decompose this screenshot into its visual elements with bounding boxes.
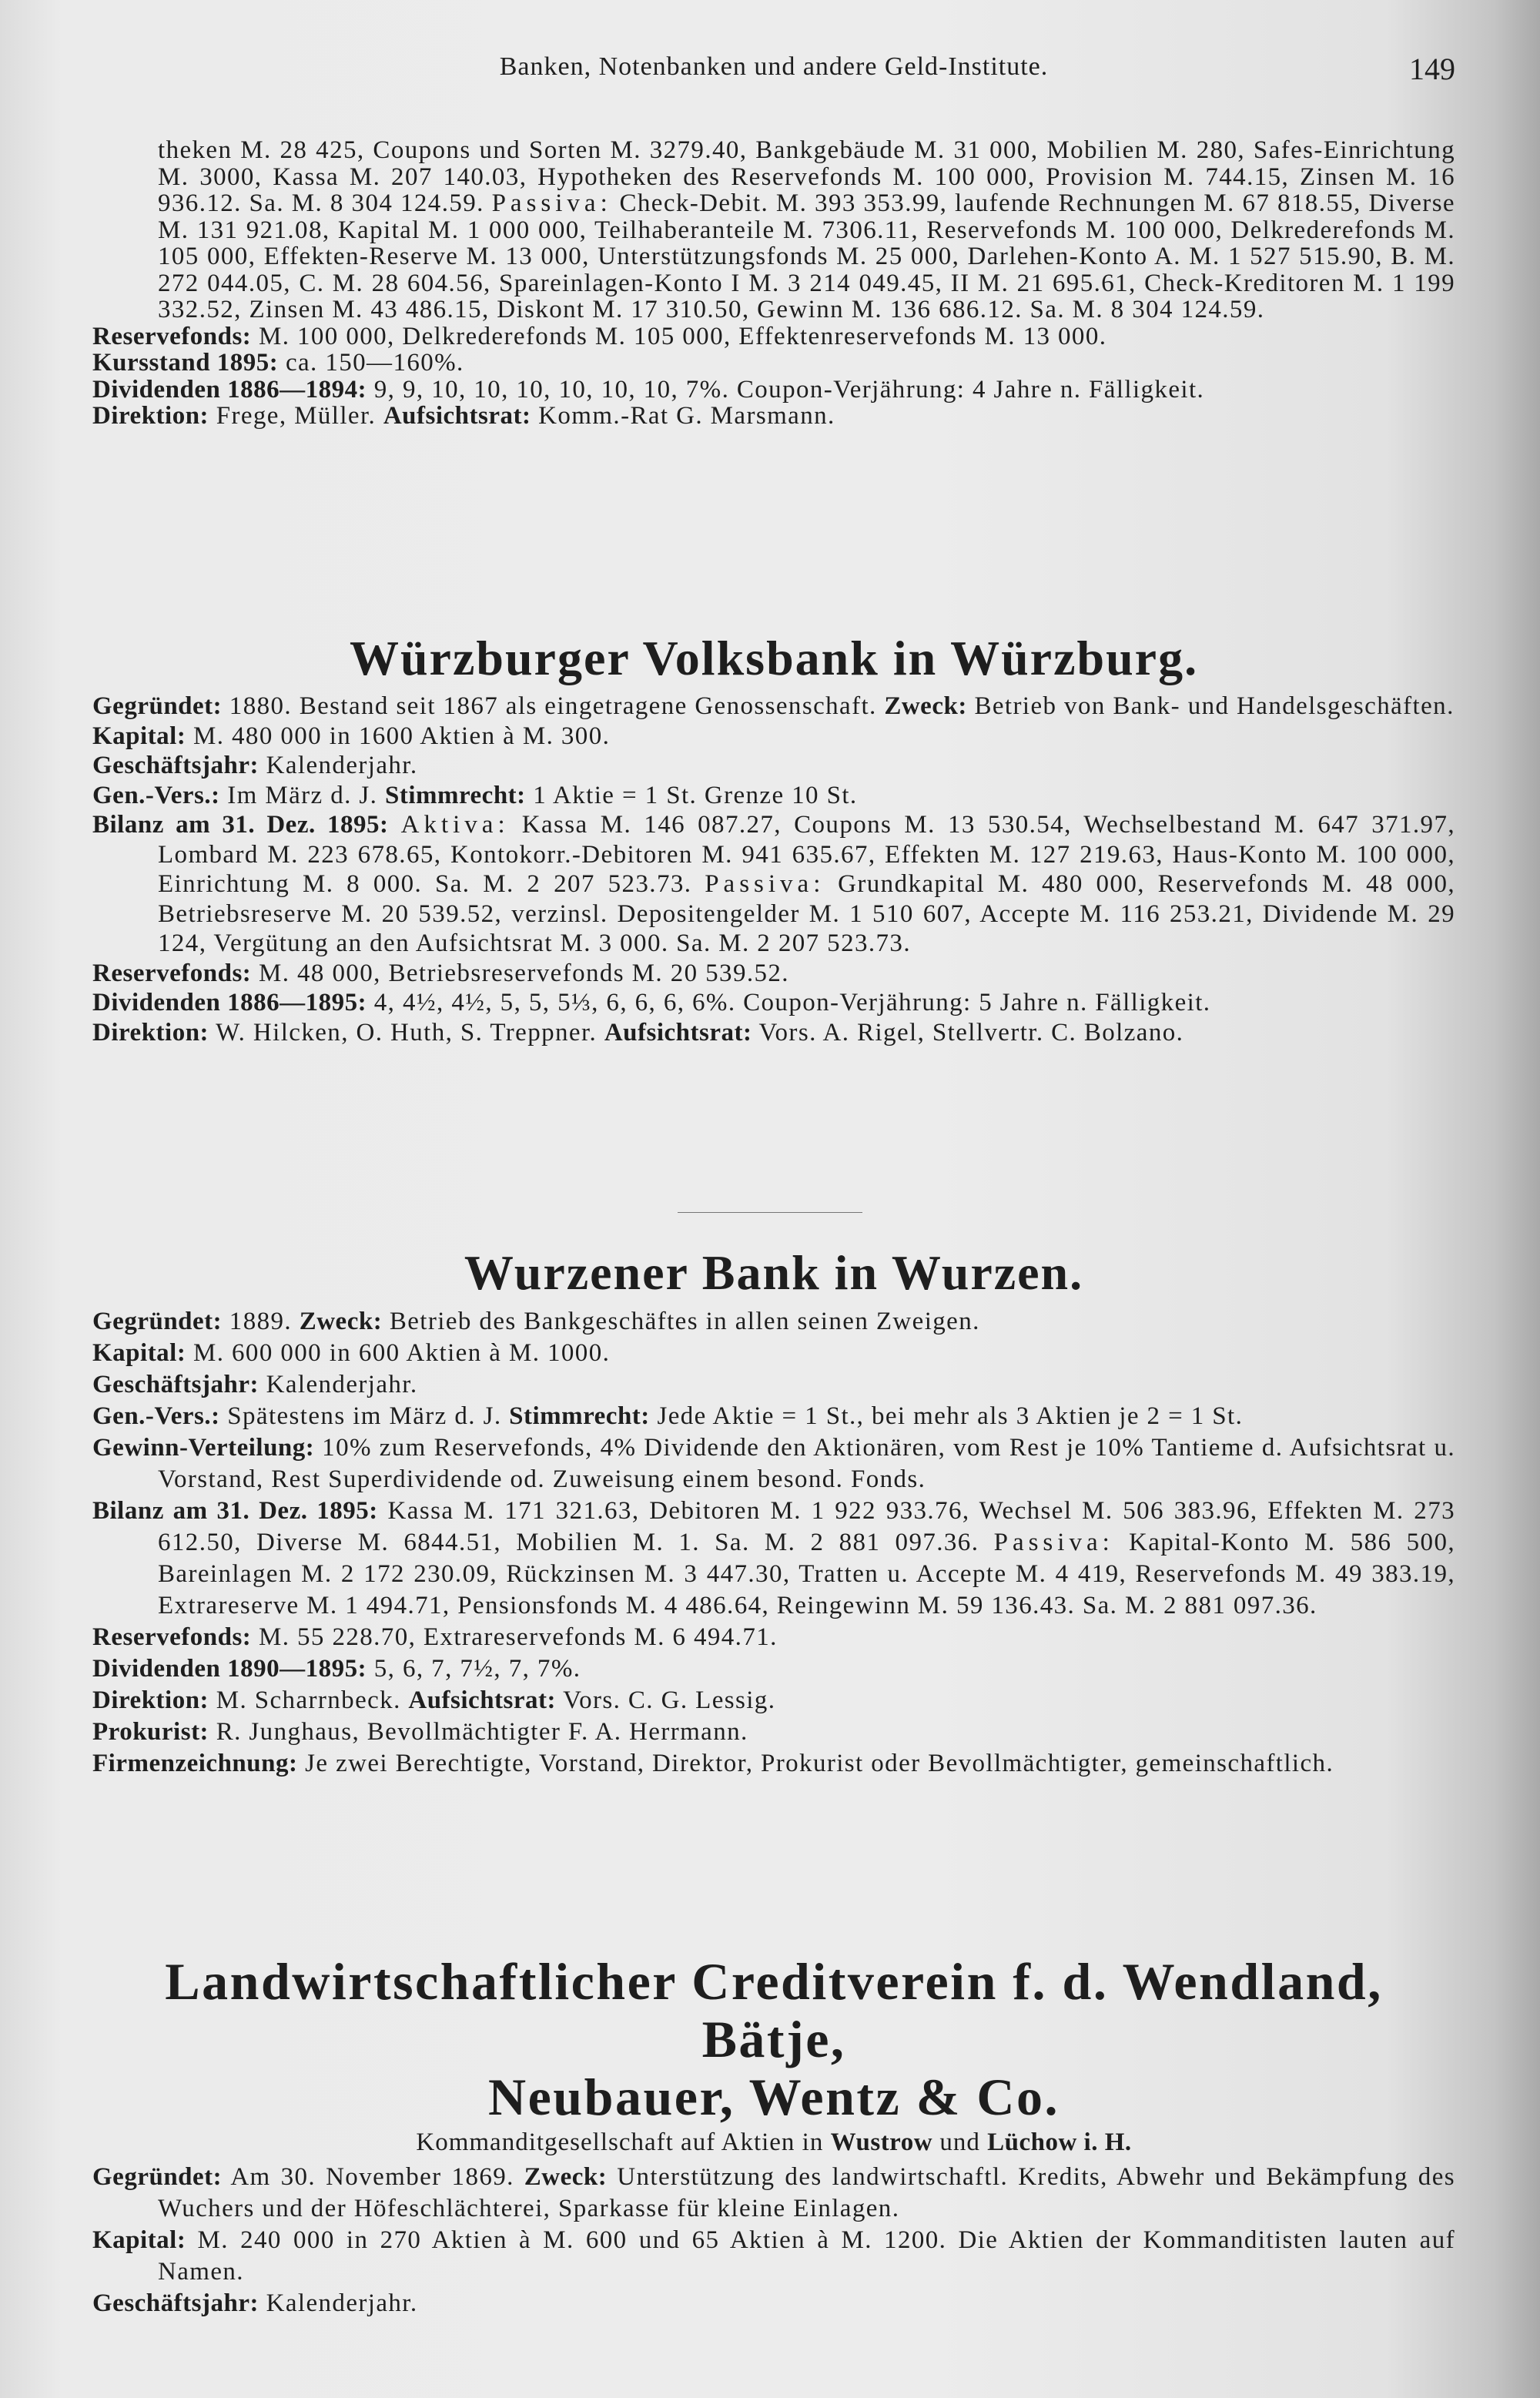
entry-paragraph (92, 1401, 1455, 1432)
entry-paragraph (92, 810, 1455, 959)
section-landwirtschaftlicher-creditverein (92, 1953, 1455, 2319)
entry-paragraph (92, 722, 1455, 752)
entry-text: theken M. 28 425, Coupons und Sorten M. 3279.40, Bankgebäude M. 31 000, Mobilien M. 280, Safes-Einrichtung M. 3000, Kassa M. 207 140.03, Hypotheken des Reservefonds M. 100 000, Provision M. 744.15, Zinsen M. 16 936.12. Sa. M. 8 304 124.59. (158, 136, 1455, 217)
entry-label: Gen.-Vers.: (92, 781, 220, 809)
entry-text: W. Hilcken, O. Huth, S. Treppner. (209, 1018, 604, 1047)
section-title-line-2: Neubauer, Wentz & Co. (488, 2067, 1060, 2126)
entry-paragraph (92, 1018, 1455, 1048)
spaced-heading: Aktiva: (400, 811, 510, 839)
entry-label: Aufsichtsrat: (604, 1018, 752, 1047)
entry-text: Jede Aktie = 1 St., bei mehr als 3 Aktien je 2 = 1 St. (649, 1402, 1244, 1431)
entry-text: M. 48 000, Betriebsreservefonds M. 20 539.52. (251, 959, 789, 987)
entry-label: Firmenzeichnung: (92, 1750, 298, 1778)
entry-label: Zweck: (884, 692, 967, 721)
entry-text: 10% zum Reservefonds, 4% Dividende den Aktionären, vom Rest je 10% Tantieme d. Aufsichtsrat u. Vorstand, Rest Superdividende od. Zuweisung einem besond. Fonds. (158, 1434, 1455, 1494)
entry-text: Check-Debit. M. 393 353.99, laufende Rechnungen M. 67 818.55, Diverse M. 131 921.08, Kapital M. 1 000 000, Teilhaberanteile M. 7306.11, Reservefonds M. 100 000, Delkrederefonds M. 105 000, Effekten-Reserve M. 13 000, Unterstützungsfonds M. 25 000, Darlehen-Konto A. M. 1 527 515.90, B. M. 272 044.05, C. M. 28 604.56, Spareinlagen-Konto I M. 3 214 049.45, II M. 21 695.61, Check-Kreditoren M. 1 199 332.52, Zinsen M. 43 486.15, Diskont M. 17 310.50, Gewinn M. 136 686.12. Sa. M. 8 304 124.59. (158, 189, 1455, 323)
entry-label: Prokurist: (92, 1718, 209, 1747)
entry-text: Kalenderjahr. (258, 1371, 418, 1399)
entry-text: Vors. C. G. Lessig. (556, 1686, 776, 1715)
entry-text: Frege, Müller. (209, 402, 383, 430)
entry-paragraph (92, 1369, 1455, 1401)
entry-label: Gegründet: (92, 1308, 223, 1336)
entry-label: Lüchow i. H. (987, 2128, 1132, 2157)
section-title: Landwirtschaftlicher Creditverein f. d. Wendland, Bätje, (165, 1952, 1383, 2068)
section-title: Wurzener Bank in Wurzen. (464, 1245, 1084, 1300)
entry-label: Geschäftsjahr: (92, 1371, 259, 1399)
entry-text: 1889. (222, 1308, 300, 1336)
section-continued-entry (92, 137, 1455, 430)
section-wurzener-bank (92, 1246, 1455, 1780)
entry-label: Geschäftsjahr: (92, 2289, 259, 2318)
entry-text: Kassa M. 171 321.63, Debitoren M. 1 922 933.76, Wechsel M. 506 383.96, Effekten M. 273 612.50, Diverse M. 6844.51, Mobilien M. 1. Sa. M. 2 881 097.36. (158, 1497, 1456, 1557)
entry-text: M. 55 228.70, Extrareservefonds M. 6 494.71. (251, 1623, 778, 1652)
entry-paragraph (92, 2225, 1455, 2288)
entry-label: Dividenden 1890—1895: (92, 1655, 367, 1683)
entry-text: Vors. A. Rigel, Stellvertr. C. Bolzano. (752, 1018, 1184, 1047)
entry-text: und (932, 2128, 988, 2157)
entry-label: Kapital: (92, 722, 186, 750)
entry-paragraph (92, 350, 1455, 377)
entry-text: Kalenderjahr. (258, 752, 418, 780)
entry-paragraph (92, 323, 1455, 350)
entry-text (388, 811, 400, 839)
entry-text: Im März d. J. (219, 781, 385, 809)
section-wuerzburger-volksbank (92, 631, 1455, 1047)
entry-text: M. 240 000 in 270 Aktien à M. 600 und 65 Aktien à M. 1200. Die Aktien der Kommanditisten lauten auf Namen. (158, 2226, 1455, 2286)
entry-label: Aufsichtsrat: (383, 402, 531, 430)
entry-paragraph (92, 781, 1455, 811)
entry-text: Grundkapital M. 480 000, Reservefonds M. 48 000, Betriebsreserve M. 20 539.52, verzinsl. Depositengelder M. 1 510 607, Accepte M. 116 253.21, Dividende M. 29 124, Vergütung an den Aufsichtsrat M. 3 000. Sa. M. 2 207 523.73. (158, 870, 1455, 958)
entry-paragraph (92, 751, 1455, 781)
entry-label: Zweck: (299, 1308, 383, 1336)
entry-paragraph (92, 377, 1455, 404)
entry-label: Direktion: (92, 1018, 209, 1047)
entry-paragraph (92, 1622, 1455, 1653)
entry-text: 5, 6, 7, 7½, 7, 7%. (367, 1655, 581, 1683)
entry-text: Kommanditgesellschaft auf Aktien in (416, 2128, 831, 2157)
spaced-heading: Passiva: (993, 1529, 1114, 1557)
entry-label: Wustrow (830, 2128, 933, 2157)
entry-text: M. 480 000 in 1600 Aktien à M. 300. (186, 722, 611, 750)
entry-label: Gen.-Vers.: (92, 1402, 220, 1431)
entry-label: Zweck: (524, 2163, 608, 2192)
entry-text: 9, 9, 10, 10, 10, 10, 10, 10, 7%. Coupon-Verjährung: 4 Jahre n. Fälligkeit. (367, 375, 1205, 404)
page-number: 149 (1409, 52, 1455, 86)
entry-text: ca. 150—160%. (278, 349, 464, 377)
entry-paragraph (92, 1748, 1455, 1780)
entry-paragraph (92, 1653, 1455, 1685)
entry-label: Kursstand 1895: (92, 349, 279, 377)
entry-paragraph (92, 959, 1455, 989)
entry-text: Kassa M. 146 087.27, Coupons M. 13 530.54, Wechselbestand M. 647 371.97, Lombard M. 223 678.65, Kontokorr.-Debitoren M. 941 635.67, Effekten M. 127 219.63, Haus-Konto M. 100 000, Einrichtung M. 8 000. Sa. M. 2 207 523.73. (158, 811, 1455, 899)
entry-text: Am 30. November 1869. (222, 2163, 524, 2192)
entry-text: Unterstützung des landwirtschaftl. Kredits, Abwehr und Bekämpfung des Wuchers und der Höfeschlächterei, Sparkasse für kleine Einlagen. (158, 2163, 1455, 2223)
entry-text: 1880. Bestand seit 1867 als eingetragene Genossenschaft. (222, 692, 885, 721)
entry-label: Gewinn-Verteilung: (92, 1434, 315, 1462)
entry-label: Bilanz am 31. Dez. 1895: (92, 1497, 378, 1526)
entry-paragraph (92, 1338, 1455, 1369)
section-divider (678, 1212, 862, 1213)
entry-label: Direktion: (92, 402, 209, 430)
entry-text: R. Junghaus, Bevollmächtigter F. A. Herrmann. (209, 1718, 748, 1747)
entry-text: Kapital-Konto M. 586 500, Bareinlagen M. 2 172 230.09, Rückzinsen M. 3 447.30, Tratten u. Accepte M. 4 419, Reservefonds M. 49 383.19, Extrareserve M. 1 494.71, Pensionsfonds M. 4 486.64, Reingewinn M. 59 136.43. Sa. M. 2 881 097.36. (158, 1529, 1455, 1620)
entry-label: Dividenden 1886—1895: (92, 989, 367, 1017)
entry-text: Betrieb des Bankgeschäftes in allen seinen Zweigen. (382, 1308, 980, 1336)
entry-text: M. 600 000 in 600 Aktien à M. 1000. (186, 1339, 611, 1368)
entry-label: Dividenden 1886—1894: (92, 375, 367, 404)
entry-label: Kapital: (92, 1339, 186, 1368)
running-header-title: Banken, Notenbanken und andere Geld-Institute. (499, 52, 1049, 81)
entry-paragraph (92, 1716, 1455, 1748)
entry-paragraph (92, 2288, 1455, 2319)
entry-paragraph (92, 137, 1455, 323)
entry-label: Reservefonds: (92, 959, 252, 987)
entry-text: 1 Aktie = 1 St. Grenze 10 St. (525, 781, 858, 809)
entry-paragraph (92, 1685, 1455, 1716)
entry-label: Stimmrecht: (509, 1402, 650, 1431)
entry-label: Bilanz am 31. Dez. 1895: (92, 811, 389, 839)
section-subtitle (92, 2128, 1455, 2157)
entry-label: Stimmrecht: (384, 781, 526, 809)
entry-text: Je zwei Berechtigte, Vorstand, Direktor, Prokurist oder Bevollmächtigter, gemeinschaftlich. (297, 1750, 1334, 1778)
entry-text: M. Scharrnbeck. (209, 1686, 409, 1715)
entry-text: Kalenderjahr. (258, 2289, 418, 2318)
entry-paragraph (92, 2162, 1455, 2225)
entry-paragraph (92, 692, 1455, 722)
entry-label: Direktion: (92, 1686, 209, 1715)
entry-paragraph (92, 1495, 1455, 1622)
entry-text: Komm.-Rat G. Marsmann. (531, 402, 835, 430)
entry-label: Reservefonds: (92, 322, 252, 350)
entry-text: 4, 4½, 4½, 5, 5, 5⅓, 6, 6, 6, 6%. Coupon-Verjährung: 5 Jahre n. Fälligkeit. (367, 989, 1211, 1017)
entry-label: Kapital: (92, 2226, 186, 2255)
entry-label: Geschäftsjahr: (92, 752, 259, 780)
section-title: Würzburger Volksbank in Würzburg. (349, 631, 1199, 685)
running-header (92, 52, 1455, 91)
spaced-heading: Passiva: (705, 870, 825, 899)
entry-label: Gegründet: (92, 2163, 223, 2192)
entry-label: Gegründet: (92, 692, 223, 721)
entry-paragraph (92, 1306, 1455, 1338)
entry-paragraph (92, 988, 1455, 1018)
entry-paragraph (92, 403, 1455, 430)
entry-label: Aufsichtsrat: (408, 1686, 557, 1715)
entry-text: Spätestens im März d. J. (219, 1402, 510, 1431)
spaced-heading: Passiva: (491, 189, 612, 217)
entry-paragraph (92, 1432, 1455, 1495)
entry-text: Betrieb von Bank- und Handelsgeschäften. (966, 692, 1455, 721)
entry-text: M. 100 000, Delkrederefonds M. 105 000, Effektenreservefonds M. 13 000. (251, 322, 1107, 350)
entry-label: Reservefonds: (92, 1623, 252, 1652)
